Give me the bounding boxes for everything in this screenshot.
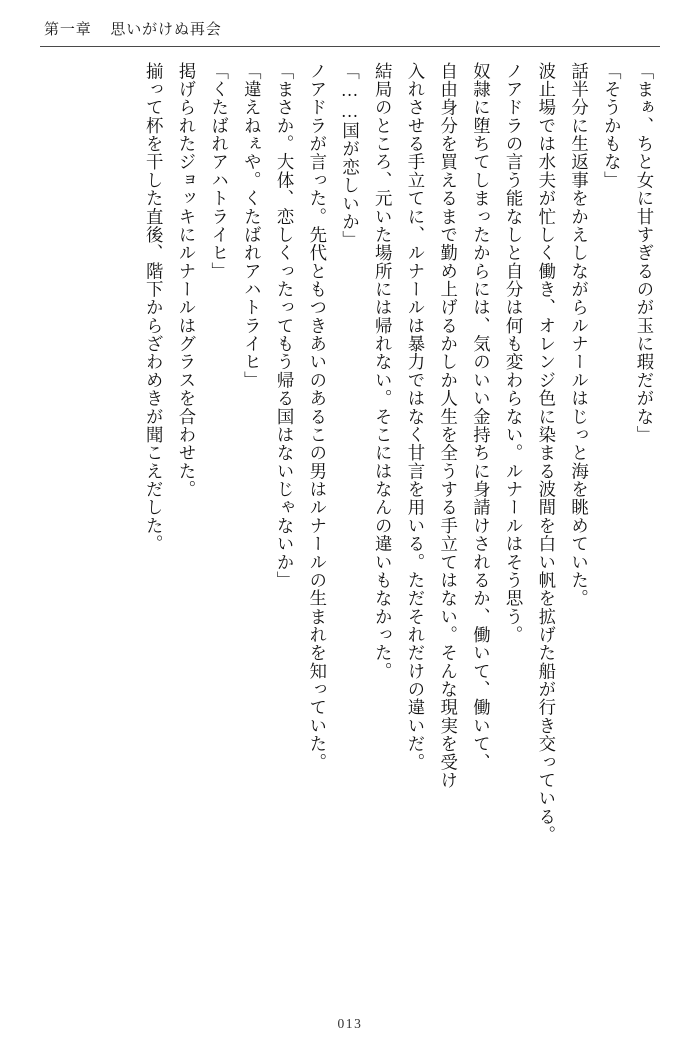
header-divider <box>40 46 660 47</box>
text-line: 「そうかもな」 <box>601 62 622 190</box>
text-line: 話半分に生返事をかえしながらルナールはじっと海を眺めていた。 <box>568 62 589 608</box>
text-line: 波止場では水夫が忙しく働き、オレンジ色に染まる波間を白い帆を拡げた船が行き交っている。 <box>535 62 556 844</box>
chapter-title: 思いがけぬ再会 <box>110 22 222 38</box>
text-line: ノアドラの言う能なしと自分は何も変わらない。ルナールはそう思う。 <box>503 62 524 644</box>
text-line: 掲げられたジョッキにルナールはグラスを合わせた。 <box>175 62 196 499</box>
text-line: 自由身分を買えるまで勤め上げるかしか人生を全うする手立てはない。そんな現実を受け <box>437 62 458 790</box>
chapter-number: 第一章 <box>44 22 92 38</box>
text-line: 結局のところ、元いた場所には帰れない。そこにはなんの違いもなかった。 <box>372 62 393 681</box>
text-line: 奴隷に堕ちてしまったからには、気のいい金持ちに身請けされるか、働いて、働いて、 <box>470 62 491 772</box>
text-line: 「違えねぇや。くたばれアハトライヒ」 <box>241 62 262 390</box>
text-line: 「くたばれアハトライヒ」 <box>208 62 229 281</box>
page-number: 013 <box>337 1016 363 1031</box>
text-line: 「……国が恋しいか」 <box>339 62 360 250</box>
text-line: 「まさか。大体、恋しくったってもう帰る国はないじゃないか」 <box>274 62 295 590</box>
text-line: 「まぁ、ちと女に甘すぎるのが玉に瑕だがな」 <box>634 62 654 444</box>
page-header <box>44 18 656 39</box>
text-line: ノアドラが言った。先代ともつきあいのあるこの男はルナールの生まれを知っていた。 <box>306 62 327 772</box>
text-line: 入れさせる手立てに、ルナールは暴力ではなく甘言を用いる。ただそれだけの違いだ。 <box>404 62 425 772</box>
body-text <box>40 62 660 992</box>
text-line: 揃って杯を干した直後、階下からざわめきが聞こえだした。 <box>143 62 164 553</box>
